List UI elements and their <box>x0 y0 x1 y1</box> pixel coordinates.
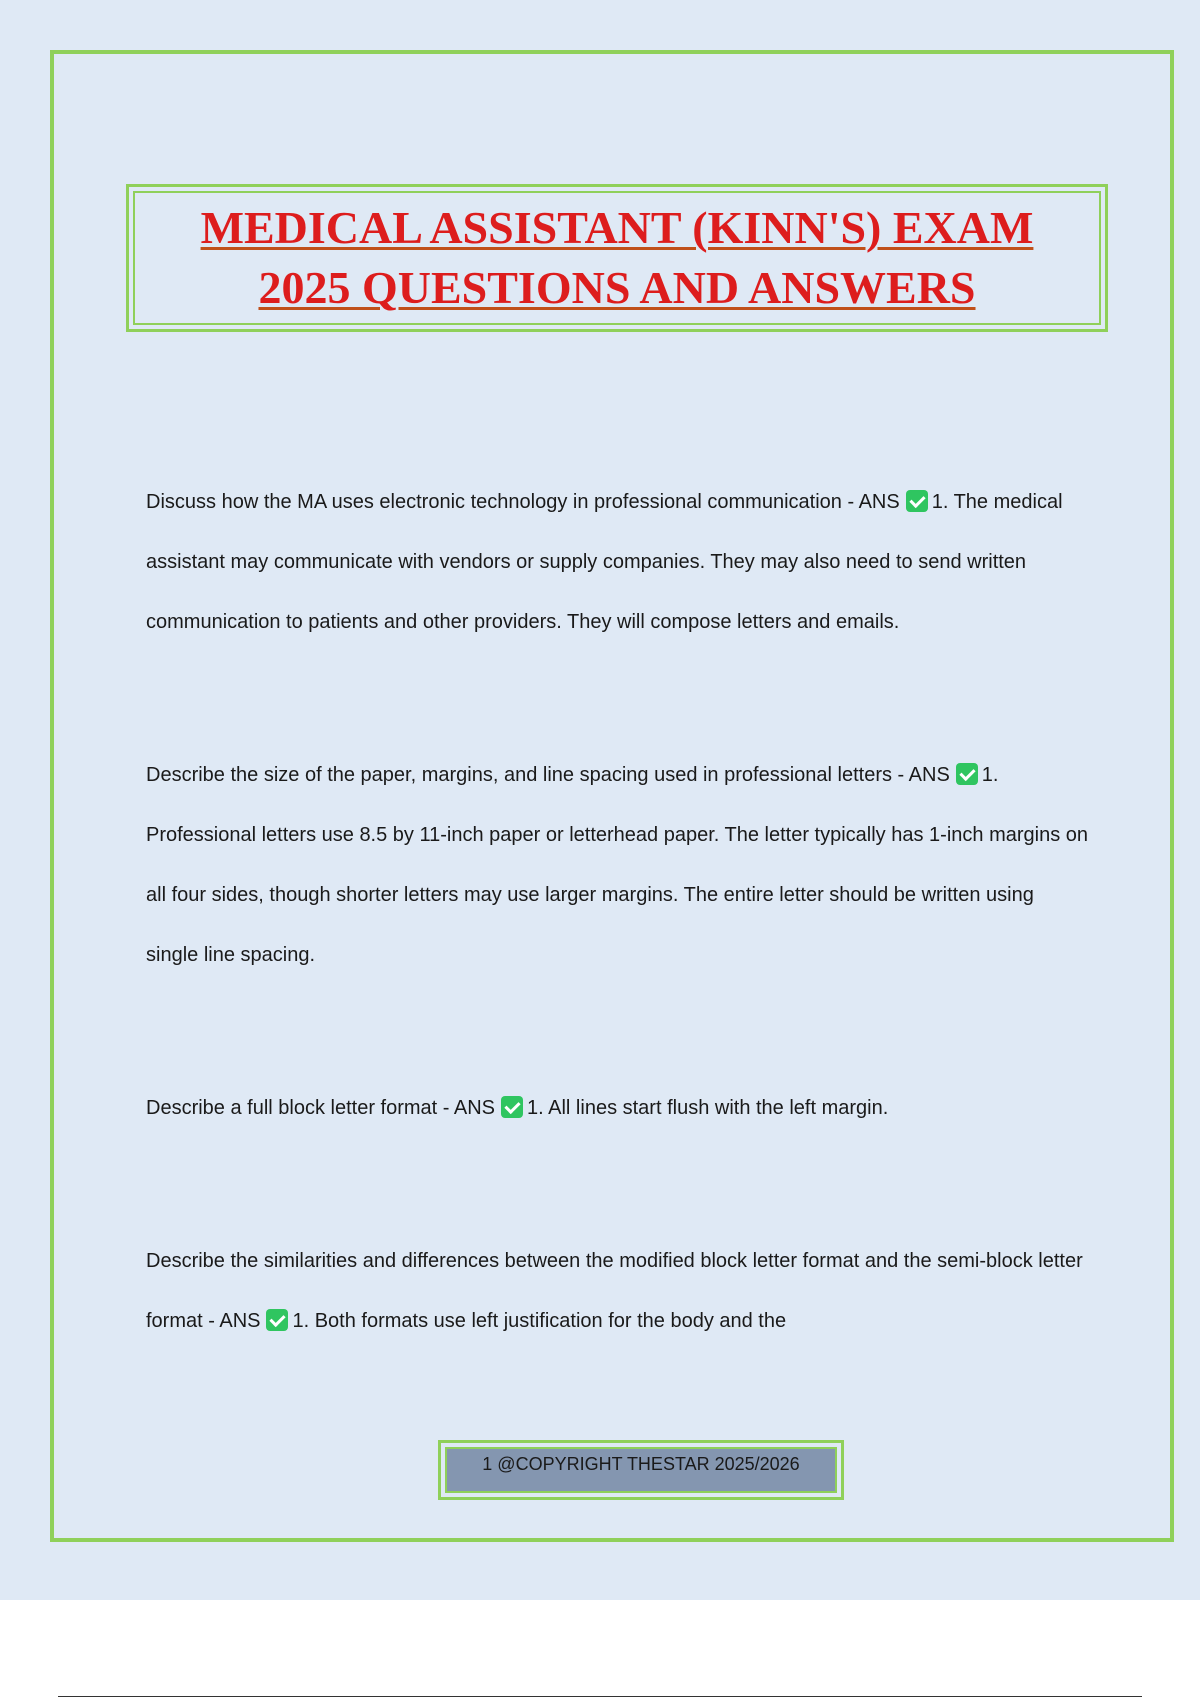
ans-label: ANS <box>858 491 900 513</box>
answer-text: 1. Professional letters use 8.5 by 11-inch paper or letterhead paper. The letter typically has 1-inch margins on all four sides, though shorter letters may use larger margins. The entire letter should be written using single line spacing. <box>146 764 1089 966</box>
answer-text: 1. Both formats use left justification for the body and the <box>292 1310 787 1332</box>
ans-label: ANS <box>219 1310 261 1332</box>
title-line-1: MEDICAL ASSISTANT (KINN'S) EXAM <box>200 202 1034 253</box>
answer-text: 1. The medical assistant may communicate with vendors or supply companies. They may also need to send written communication to patients and other providers. They will compose letters and emails. <box>146 491 1063 633</box>
title-box <box>126 184 1108 332</box>
question-text: Discuss how the MA uses electronic technology in professional communication - <box>146 491 859 513</box>
spacer <box>146 652 1091 745</box>
answer-text: 1. All lines start flush with the left margin. <box>527 1097 889 1119</box>
qa-item-4 <box>146 1231 1091 1351</box>
check-mark-icon <box>266 1309 288 1331</box>
question-text: Describe the similarities and differences between the modified block letter format and the semi-block letter format - <box>146 1250 1083 1332</box>
footer-box <box>438 1440 844 1500</box>
title-box-inner <box>133 191 1101 325</box>
qa-item-3 <box>146 1078 1091 1138</box>
qa-item-1 <box>146 472 1091 652</box>
qa-item-2 <box>146 745 1091 985</box>
check-mark-icon <box>956 763 978 785</box>
question-text: Describe the size of the paper, margins, and line spacing used in professional letters - <box>146 764 909 786</box>
spacer <box>146 985 1091 1078</box>
page-divider <box>58 1696 1142 1697</box>
qa-content <box>146 472 1091 1351</box>
spacer <box>146 1138 1091 1231</box>
ans-label: ANS <box>908 764 950 786</box>
check-mark-icon <box>501 1096 523 1118</box>
copyright-footer: 1 @COPYRIGHT THESTAR 2025/2026 <box>445 1447 837 1493</box>
check-mark-icon <box>906 490 928 512</box>
ans-label: ANS <box>453 1097 496 1119</box>
title-line-2: 2025 QUESTIONS AND ANSWERS <box>258 262 976 313</box>
question-text: Describe a full block letter format - <box>146 1097 454 1119</box>
